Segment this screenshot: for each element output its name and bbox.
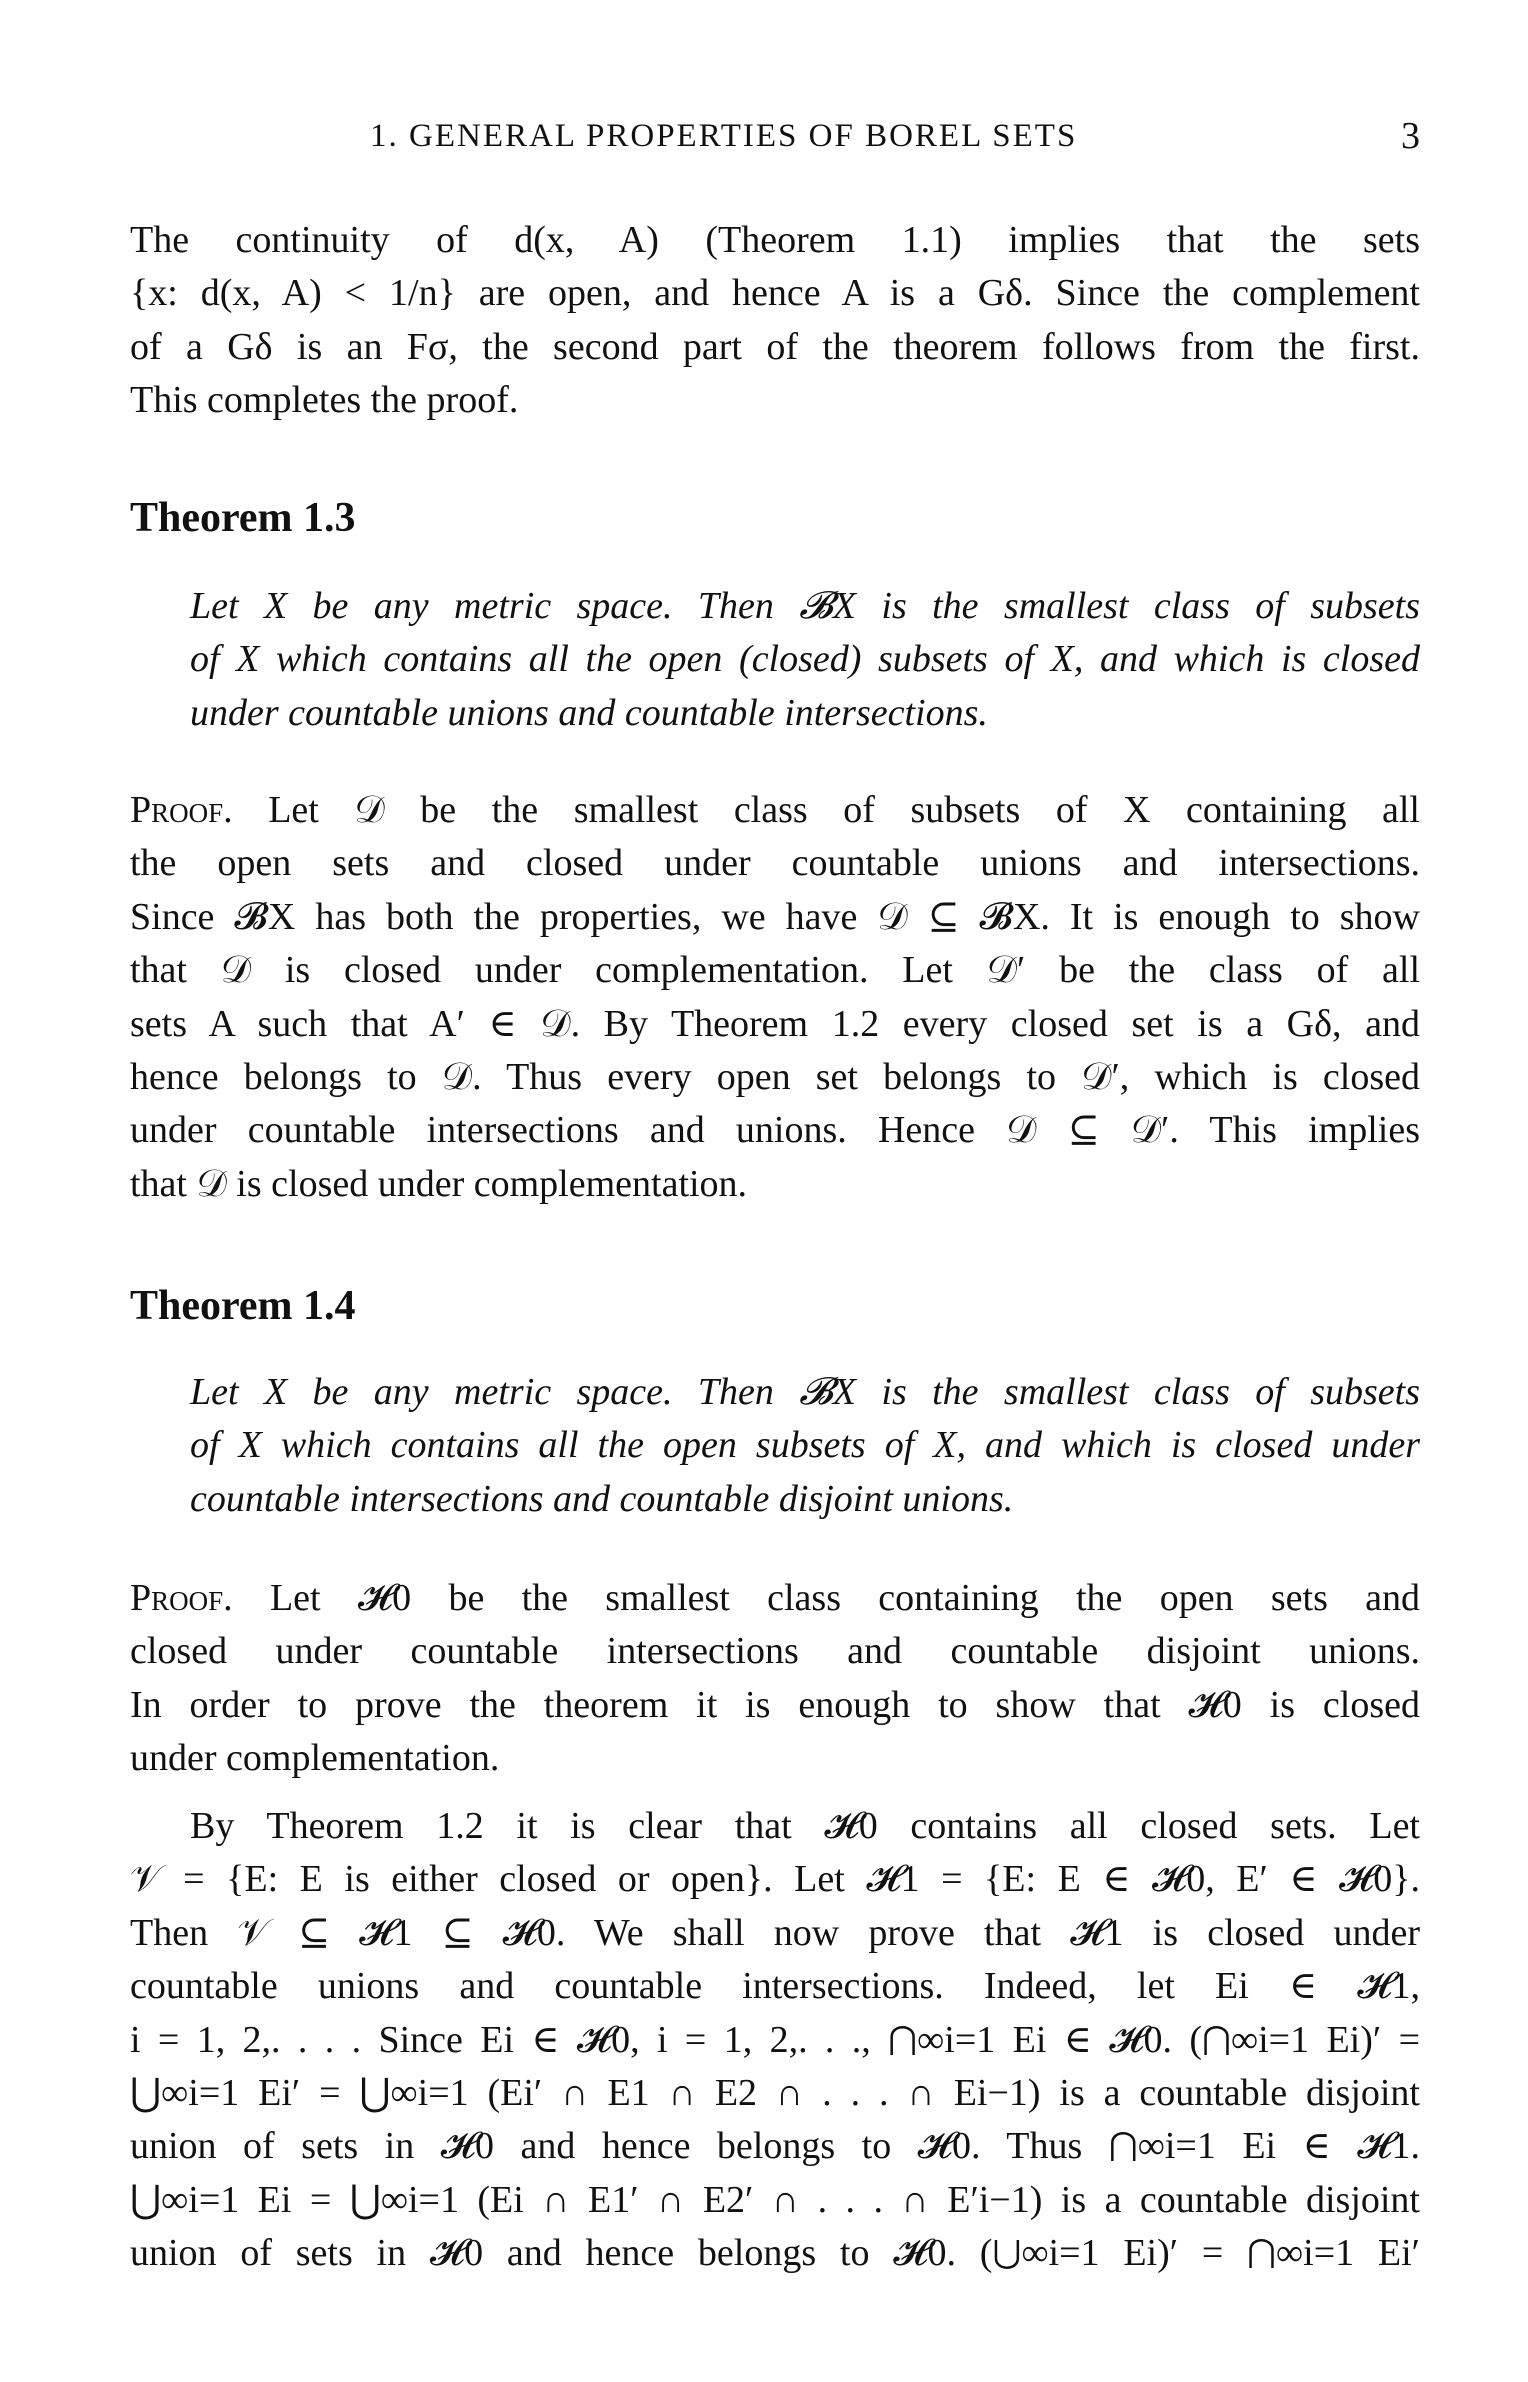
text-line: This completes the proof. — [130, 379, 519, 422]
theorem-1-4-statement — [190, 1366, 1420, 1526]
text-line: i = 1, 2,. . . . Since Ei ∈ 𝓗0, i = 1, 2,. . ., ⋂∞i=1 Ei ∈ 𝓗0. (⋂∞i=1 Ei)′ = — [130, 2018, 1420, 2061]
text-line: The continuity of d(x, A) (Theorem 1.1) implies that the sets — [130, 219, 1420, 261]
text-line: under countable intersections and unions. Hence 𝒟 ⊆ 𝒟′. This implies — [130, 1109, 1420, 1152]
text-line: union of sets in 𝓗0 and hence belongs to 𝓗0. Thus ⋂∞i=1 Ei ∈ 𝓗1. — [130, 2125, 1420, 2168]
paragraph-proof-continued — [130, 1800, 1420, 2281]
text-line: countable unions and countable intersections. Indeed, let Ei ∈ 𝓗1, — [130, 1965, 1420, 2008]
text-line: hence belongs to 𝒟. Thus every open set belongs to 𝒟′, which is closed — [130, 1055, 1420, 1098]
text-fragment: Let 𝒟 be the smallest class of subsets of X containing all — [268, 789, 1420, 831]
paragraph-proof-end — [130, 214, 1420, 428]
text-line: that 𝒟 is closed under complementation. — [130, 1162, 748, 1205]
text-line: In order to prove the theorem it is enough to show that 𝓗0 is closed — [130, 1683, 1420, 1726]
text-line: Let X be any metric space. Then 𝓑X is the smallest class of subsets — [190, 1371, 1420, 1413]
text-line: 𝒱 = {E: E is either closed or open}. Let 𝓗1 = {E: E ∈ 𝓗0, E′ ∈ 𝓗0}. — [130, 1858, 1420, 1901]
page-number: 3 — [1401, 115, 1420, 157]
theorem-1-4-heading: Theorem 1.4 — [130, 1283, 356, 1329]
text-fragment: Let 𝓗0 be the smallest class containing the open sets and — [269, 1577, 1421, 1619]
text-line: sets A such that A′ ∈ 𝒟. By Theorem 1.2 every closed set is a Gδ, and — [130, 1002, 1420, 1045]
text-line — [130, 1572, 1420, 1625]
text-line: Since 𝓑X has both the properties, we have 𝒟 ⊆ 𝓑X. It is enough to show — [130, 895, 1420, 938]
text-line: union of sets in 𝓗0 and hence belongs to 𝓗0. (⋃∞i=1 Ei)′ = ⋂∞i=1 Ei′ — [130, 2232, 1420, 2275]
running-head — [130, 115, 1420, 168]
text-line: By Theorem 1.2 it is clear that 𝓗0 contains all closed sets. Let — [190, 1805, 1420, 1847]
text-line — [130, 784, 1420, 837]
proof-1-3 — [130, 784, 1420, 1211]
text-line: Let X be any metric space. Then 𝓑X is the smallest class of subsets — [190, 585, 1420, 627]
text-line: under countable unions and countable intersections. — [190, 691, 988, 734]
theorem-1-3-heading: Theorem 1.3 — [130, 495, 356, 541]
text-line: of X which contains all the open (closed) subsets of X, and which is closed — [190, 638, 1420, 681]
text-line: ⋃∞i=1 Ei′ = ⋃∞i=1 (Ei′ ∩ E1 ∩ E2 ∩ . . . ∩ Ei−1) is a countable disjoint — [130, 2071, 1420, 2114]
text-line: under complementation. — [130, 1737, 500, 1780]
text-line: countable intersections and countable disjoint unions. — [190, 1477, 1014, 1520]
running-head-title: 1. GENERAL PROPERTIES OF BOREL SETS — [370, 118, 1078, 154]
text-line: Then 𝒱 ⊆ 𝓗1 ⊆ 𝓗0. We shall now prove that 𝓗1 is closed under — [130, 1911, 1420, 1954]
text-line: {x: d(x, A) < 1/n} are open, and hence A is a Gδ. Since the complement — [130, 272, 1420, 315]
text-line: of a Gδ is an Fσ, the second part of the theorem follows from the first. — [130, 325, 1420, 368]
text-line: that 𝒟 is closed under complementation. Let 𝒟′ be the class of all — [130, 949, 1420, 992]
text-line: ⋃∞i=1 Ei = ⋃∞i=1 (Ei ∩ E1′ ∩ E2′ ∩ . . . ∩ E′i−1) is a countable disjoint — [130, 2178, 1420, 2221]
text-line: the open sets and closed under countable unions and intersections. — [130, 842, 1420, 885]
proof-1-4 — [130, 1572, 1420, 1786]
text-line: of X which contains all the open subsets of X, and which is closed under — [190, 1424, 1420, 1467]
theorem-1-3-statement — [190, 580, 1420, 740]
proof-label: Proof. — [130, 1577, 233, 1619]
text-line: closed under countable intersections and countable disjoint unions. — [130, 1630, 1420, 1673]
proof-label: Proof. — [130, 789, 233, 831]
